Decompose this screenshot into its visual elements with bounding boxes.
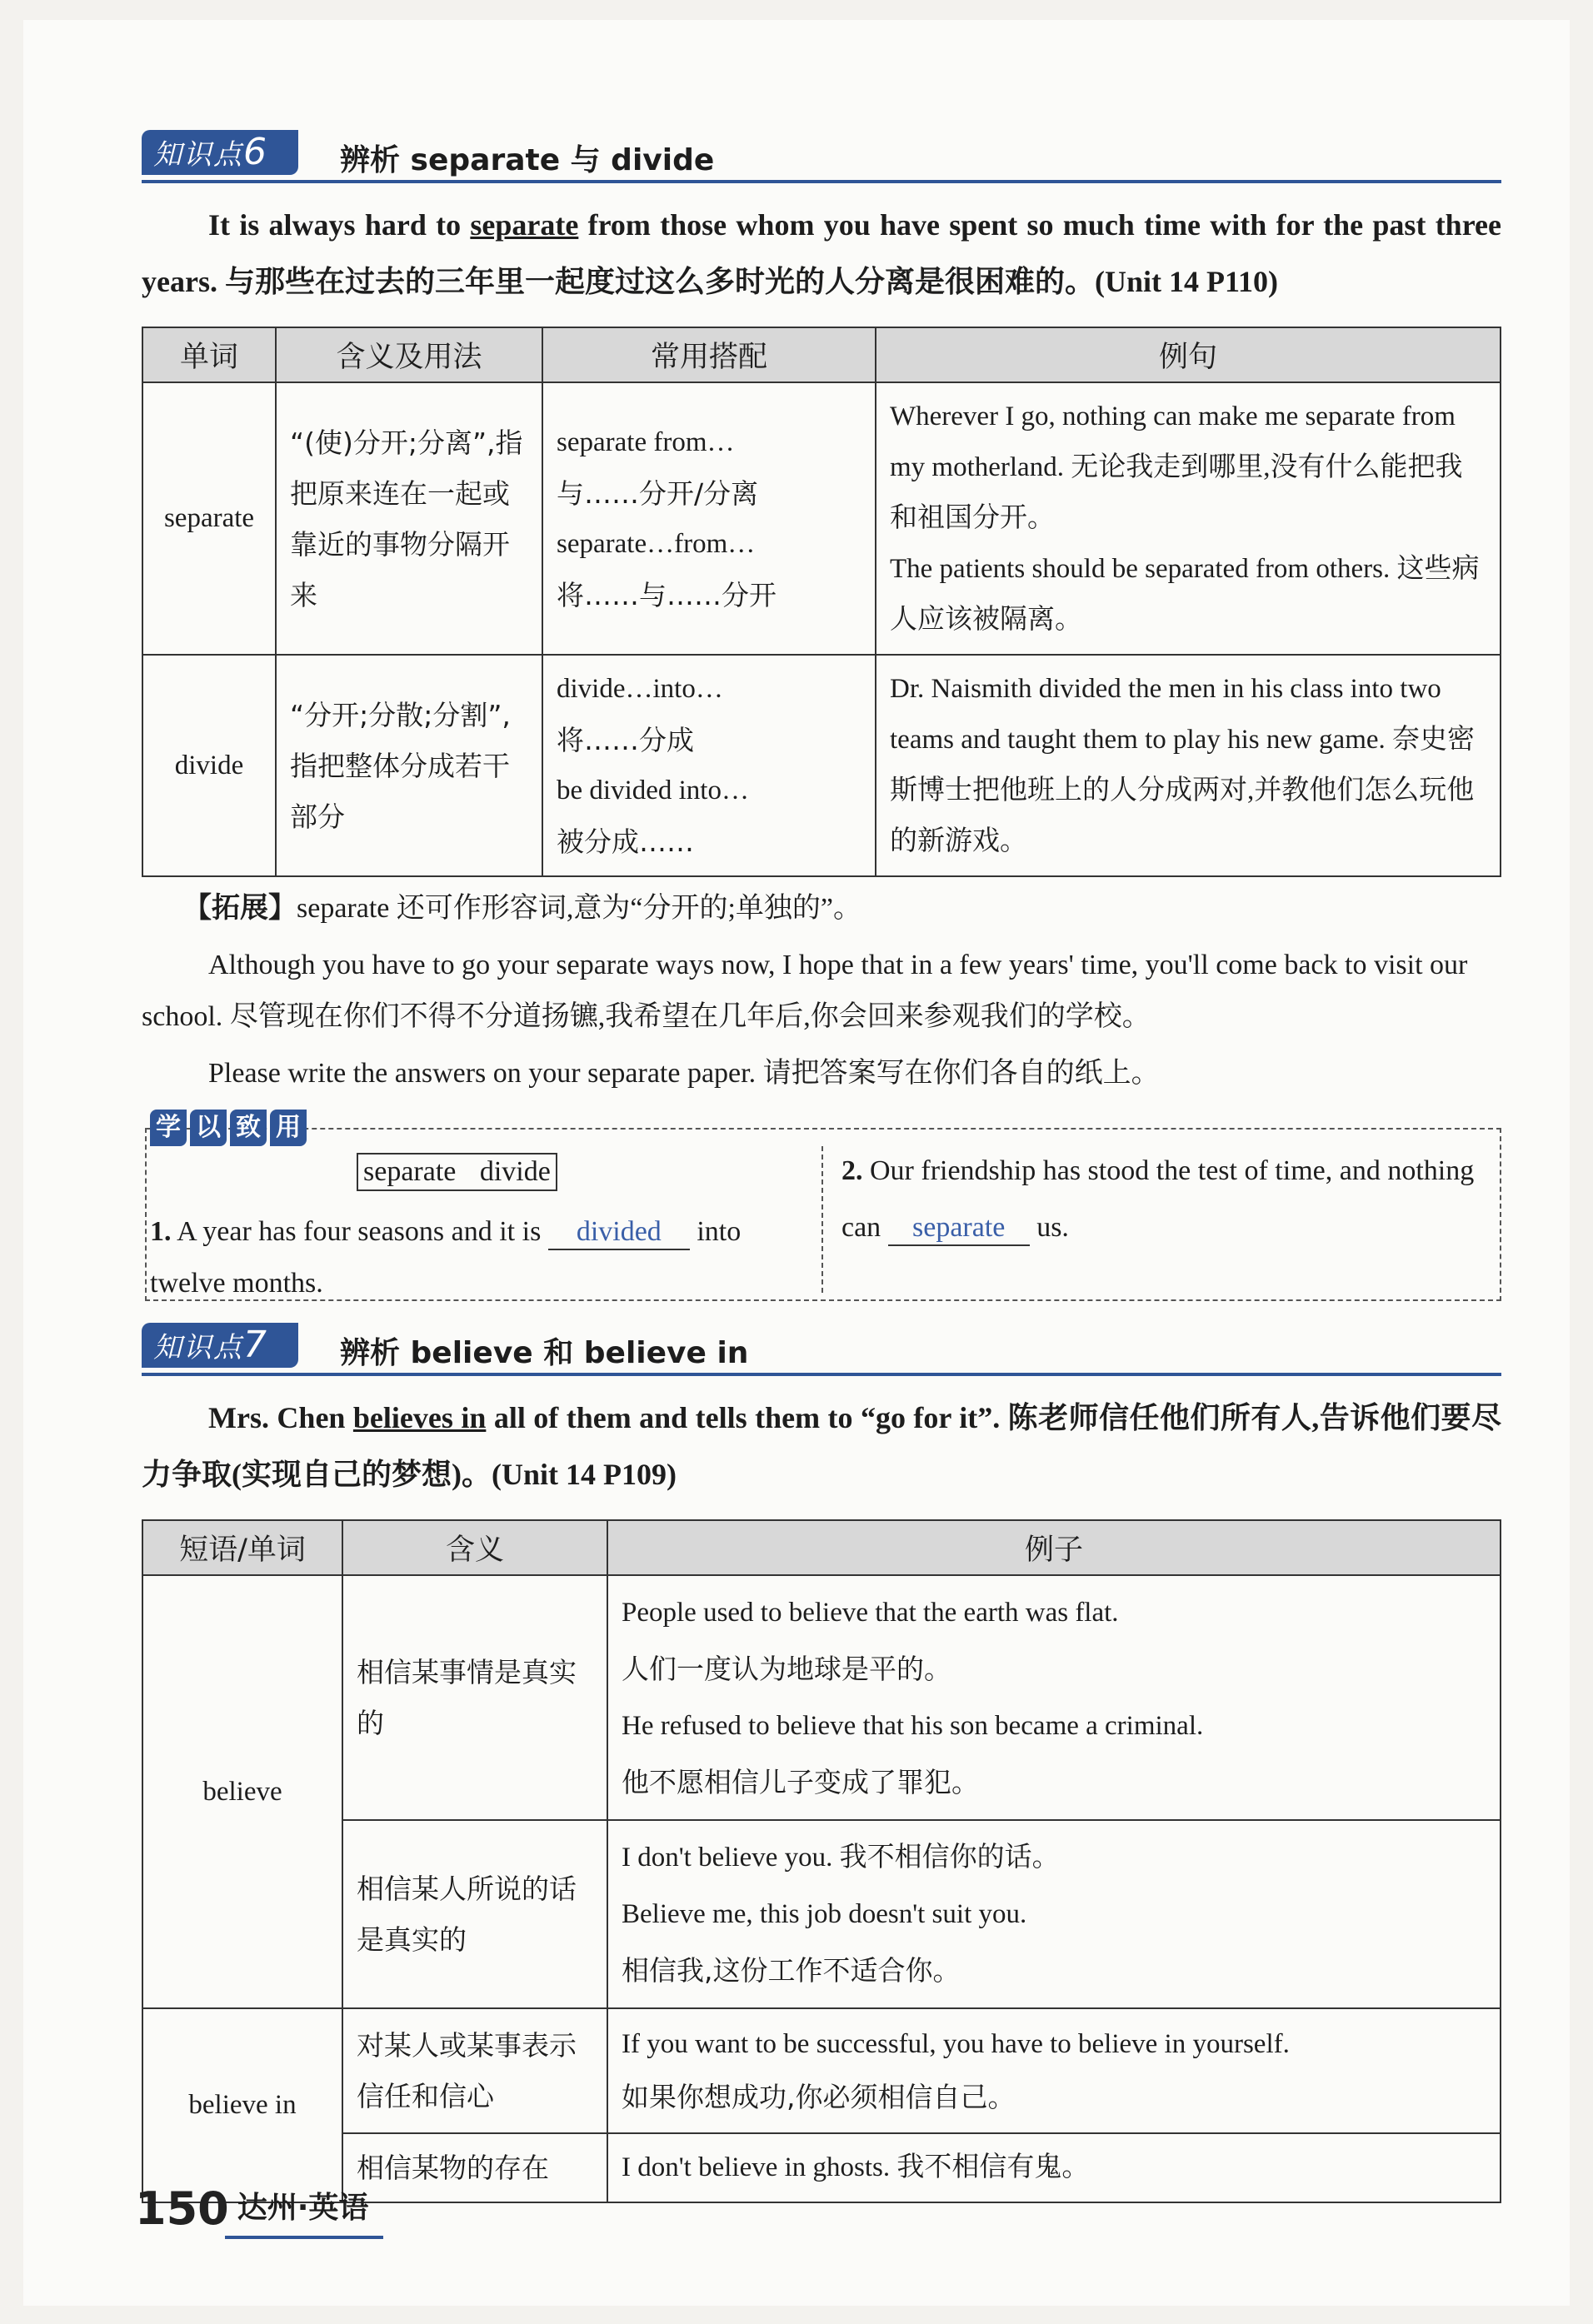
example-sentence: 如果你想成功,你必须相信自己。 xyxy=(622,2081,1016,2113)
table-header: 含义及用法 xyxy=(276,327,542,382)
table-header: 单词 xyxy=(142,327,276,382)
table-row xyxy=(142,1575,1501,1820)
intro-text: all of them and tells them to “go for it”. 陈老师信任他们所有人,告诉他们要尽力争取(实现自己的梦想)。(Unit 14 P109) xyxy=(142,1401,1501,1491)
question-2 xyxy=(841,1143,1500,1256)
meaning-cell: 相信某事情是真实的 xyxy=(342,1575,607,1820)
example-sentence: He refused to believe that his son became a criminal. xyxy=(622,1711,1204,1741)
meaning-cell: 相信某人所说的话是真实的 xyxy=(342,1820,607,2008)
example-cell: I don't believe in ghosts. 我不相信有鬼。 xyxy=(607,2133,1501,2202)
section-badge-7 xyxy=(142,1323,298,1368)
practice-box xyxy=(142,1110,1501,1301)
table-row xyxy=(142,382,1501,655)
table-row xyxy=(142,1820,1501,2008)
example-sentence: I don't believe you. 我不相信你的话。 xyxy=(622,1843,1060,1873)
word-cell: believe xyxy=(142,1575,342,2008)
intro-keyword: believes in xyxy=(352,1401,487,1434)
separate-divide-table xyxy=(142,327,1501,877)
practice-badge xyxy=(150,1110,307,1146)
meaning-cell: 对某人或某事表示信任和信心 xyxy=(342,2008,607,2133)
example-sentence: The patients should be separated from others. 这些病人应该被隔离。 xyxy=(890,554,1480,635)
question-1 xyxy=(150,1206,800,1309)
meaning-cell: “(使)分开;分离”,指把原来连在一起或靠近的事物分隔开来 xyxy=(276,382,542,655)
question-text: Our friendship has stood the test of time, and nothing can xyxy=(841,1155,1475,1243)
extension-note xyxy=(142,882,1501,935)
question-text: us. xyxy=(1029,1212,1069,1243)
extension-text: separate 还可作形容词,意为“分开的;单独的”。 xyxy=(297,893,861,924)
collocation: 将……分成 xyxy=(557,724,694,756)
badge-number: 6 xyxy=(243,131,268,173)
answer-blank[interactable]: separate xyxy=(888,1211,1030,1246)
table-row xyxy=(142,655,1501,876)
example-cell xyxy=(876,382,1501,655)
question-text: A year has four seasons and it is xyxy=(171,1216,548,1247)
footer-underline xyxy=(225,2236,383,2239)
practice-divider xyxy=(821,1146,823,1293)
word-bank: separate divide xyxy=(357,1153,557,1191)
badge-char: 学 xyxy=(150,1110,187,1146)
table-header: 含义 xyxy=(342,1520,607,1575)
collocation: divide…into… xyxy=(557,674,723,704)
table-header: 例子 xyxy=(607,1520,1501,1575)
intro-text: It is always hard to xyxy=(208,208,471,242)
extension-example-2: Please write the answers on your separate paper. 请把答案写在你们各自的纸上。 xyxy=(208,1058,1160,1089)
word-cell: believe in xyxy=(142,2008,342,2202)
section-heading-7 xyxy=(142,1318,1501,1376)
table-row xyxy=(142,2008,1501,2133)
example-cell xyxy=(607,1575,1501,1820)
intro-text: from those whom you have spent so much time with for the past three years. 与那些在过去的三年里一起度过这么多时光的人分离是很困难的。(Unit 14 P110) xyxy=(142,208,1501,298)
page-number: 150 xyxy=(135,2182,229,2235)
collocation-cell xyxy=(542,655,876,876)
meaning-cell: 相信某物的存在 xyxy=(342,2133,607,2202)
section-heading-6 xyxy=(142,125,1501,183)
collocation: 被分成…… xyxy=(557,825,694,858)
section-title-7: 辨析 believe 和 believe in xyxy=(340,1336,749,1370)
collocation: be divided into… xyxy=(557,775,749,805)
intro-paragraph-6 xyxy=(142,197,1501,310)
answer-blank[interactable]: divided xyxy=(548,1215,690,1250)
example-sentence: 相信我,这份工作不适合你。 xyxy=(622,1954,961,1987)
question-number: 1. xyxy=(150,1216,172,1247)
question-number: 2. xyxy=(841,1155,863,1186)
badge-prefix: 知识点 xyxy=(153,138,243,172)
example-cell xyxy=(607,2008,1501,2133)
example-sentence: 人们一度认为地球是平的。 xyxy=(622,1653,951,1685)
example-sentence: If you want to be successful, you have to believe in yourself. xyxy=(622,2029,1290,2059)
collocation: 与……分开/分离 xyxy=(557,476,759,510)
collocation-cell xyxy=(542,382,876,655)
badge-char: 致 xyxy=(230,1110,267,1146)
badge-char: 以 xyxy=(190,1110,227,1146)
badge-char: 用 xyxy=(270,1110,307,1146)
page-footer xyxy=(135,2182,368,2235)
footer-text: 达州·英语 xyxy=(237,2191,369,2225)
extension-label: 【拓展】 xyxy=(183,891,297,925)
example-cell xyxy=(607,1820,1501,2008)
example-cell: Dr. Naismith divided the men in his class into two teams and taught them to play his new game. 奈史密斯博士把他班上的人分成两对,并教他们怎么玩他的新游戏。 xyxy=(876,655,1501,876)
collocation: 将……与……分开 xyxy=(557,578,777,611)
example-sentence: Wherever I go, nothing can make me separate from my motherland. 无论我走到哪里,没有什么能把我和祖国分开。 xyxy=(890,401,1463,533)
example-sentence: 他不愿相信儿子变成了罪犯。 xyxy=(622,1766,979,1798)
extension-example-1: Although you have to go your separate ways now, I hope that in a few years' time, you'll come back to visit our school. 尽管现在你们不得不分道扬镳,我希望在几年后,你会回来参观我们的学校。 xyxy=(142,950,1468,1032)
collocation: separate from… xyxy=(557,426,735,457)
section-badge-6 xyxy=(142,130,298,175)
content xyxy=(142,125,1501,2203)
badge-number: 7 xyxy=(243,1324,268,1366)
table-header: 常用搭配 xyxy=(542,327,876,382)
believe-table xyxy=(142,1519,1501,2203)
collocation: separate…from… xyxy=(557,528,756,559)
example-sentence: Believe me, this job doesn't suit you. xyxy=(622,1899,1027,1929)
section-title-6: 辨析 separate 与 divide xyxy=(340,143,715,177)
word-cell: separate xyxy=(142,382,276,655)
badge-prefix: 知识点 xyxy=(153,1331,243,1364)
intro-text: Mrs. Chen xyxy=(208,1401,353,1434)
example-sentence: People used to believe that the earth was flat. xyxy=(622,1598,1119,1628)
word-cell: divide xyxy=(142,655,276,876)
intro-keyword: separate xyxy=(470,208,579,242)
intro-paragraph-7 xyxy=(142,1389,1501,1503)
question-text: into twelve months. xyxy=(150,1216,742,1299)
table-header: 例句 xyxy=(876,327,1501,382)
meaning-cell: “分开;分散;分割”,指把整体分成若干部分 xyxy=(276,655,542,876)
table-header: 短语/单词 xyxy=(142,1520,342,1575)
